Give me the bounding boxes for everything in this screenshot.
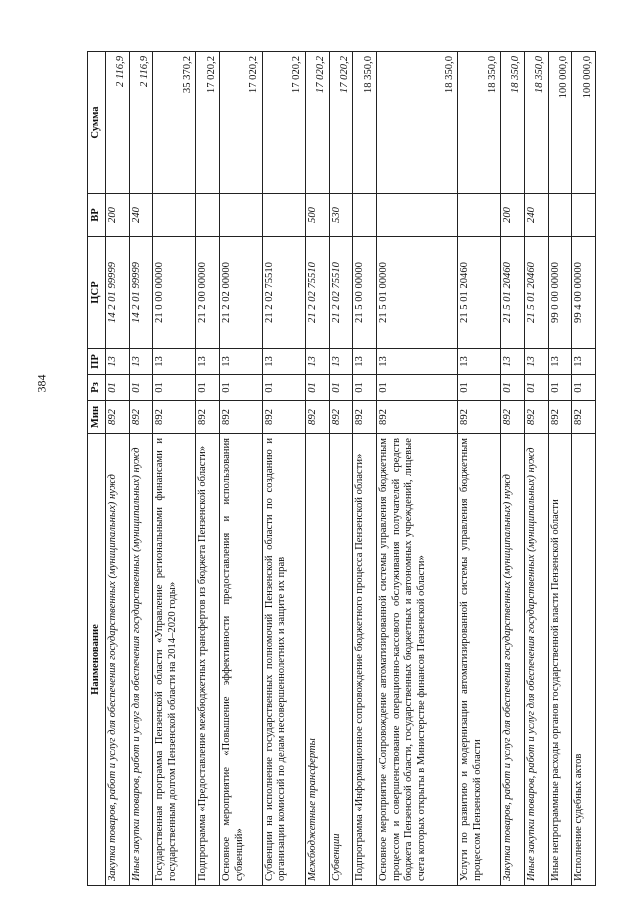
row-min-cell: 892 — [220, 401, 263, 434]
row-pr-cell: 13 — [572, 349, 596, 375]
row-csr-cell: 21 5 00 00000 — [353, 237, 377, 349]
row-csr-cell: 99 4 00 00000 — [572, 237, 596, 349]
row-vr-cell: 200 — [106, 194, 130, 237]
row-min-cell: 892 — [196, 401, 220, 434]
header-vr: ВР — [88, 194, 106, 237]
row-name-cell: Исполнение судебных актов — [572, 434, 596, 886]
row-name-cell: Подпрограмма «Информационное сопровождение бюджетного процесса Пензенской области» — [353, 434, 377, 886]
row-name-cell: Иные закупки товаров, работ и услуг для обеспечения государственных (муниципальных) нужд — [524, 434, 548, 886]
row-rz-cell: 01 — [129, 375, 153, 401]
row-min-cell: 892 — [548, 401, 572, 434]
row-sum-cell: 17 020,2 — [220, 52, 263, 194]
row-vr-cell: 530 — [329, 194, 353, 237]
row-rz-cell: 01 — [305, 375, 329, 401]
row-vr-cell — [377, 194, 458, 237]
row-sum-cell: 17 020,2 — [262, 52, 305, 194]
table-row — [524, 52, 548, 886]
row-sum-cell: 18 350,0 — [377, 52, 458, 194]
row-rz-cell: 01 — [501, 375, 525, 401]
row-pr-cell: 13 — [153, 349, 196, 375]
row-sum-cell: 35 370,2 — [153, 52, 196, 194]
row-sum-cell: 2 116,9 — [129, 52, 153, 194]
row-min-cell: 892 — [353, 401, 377, 434]
table-row — [458, 52, 501, 886]
row-sum-cell: 17 020,2 — [196, 52, 220, 194]
row-sum-cell: 18 350,0 — [353, 52, 377, 194]
row-sum-cell: 17 020,2 — [305, 52, 329, 194]
row-name-cell: Услуги по развитию и модернизации автоматизированной системы управления бюджетным процессом Пензенской области — [458, 434, 501, 886]
header-rz: Рз — [88, 375, 106, 401]
row-csr-cell: 14 2 01 99999 — [106, 237, 130, 349]
table-body — [106, 52, 596, 886]
row-min-cell: 892 — [106, 401, 130, 434]
row-rz-cell: 01 — [458, 375, 501, 401]
row-csr-cell: 21 2 02 75510 — [305, 237, 329, 349]
header-pr: ПР — [88, 349, 106, 375]
row-min-cell: 892 — [458, 401, 501, 434]
row-pr-cell: 13 — [262, 349, 305, 375]
row-vr-cell — [572, 194, 596, 237]
row-rz-cell: 01 — [196, 375, 220, 401]
row-csr-cell: 21 5 01 20460 — [458, 237, 501, 349]
table-row — [548, 52, 572, 886]
row-min-cell: 892 — [572, 401, 596, 434]
row-min-cell: 892 — [153, 401, 196, 434]
row-pr-cell: 13 — [458, 349, 501, 375]
row-pr-cell: 13 — [106, 349, 130, 375]
table-row — [220, 52, 263, 886]
row-min-cell: 892 — [329, 401, 353, 434]
row-min-cell: 892 — [262, 401, 305, 434]
row-csr-cell: 21 2 02 75510 — [329, 237, 353, 349]
row-rz-cell: 01 — [106, 375, 130, 401]
row-pr-cell: 13 — [524, 349, 548, 375]
row-vr-cell — [458, 194, 501, 237]
row-rz-cell: 01 — [329, 375, 353, 401]
table-row — [129, 52, 153, 886]
row-sum-cell: 18 350,0 — [458, 52, 501, 194]
row-rz-cell: 01 — [548, 375, 572, 401]
row-pr-cell: 13 — [377, 349, 458, 375]
row-name-cell: Иные непрограммные расходы органов государственной власти Пензенской области — [548, 434, 572, 886]
row-sum-cell: 18 350,0 — [501, 52, 525, 194]
table-row — [501, 52, 525, 886]
header-csr: ЦСР — [88, 237, 106, 349]
row-rz-cell: 01 — [572, 375, 596, 401]
budget-table — [87, 51, 596, 886]
row-min-cell: 892 — [129, 401, 153, 434]
rotated-page-content — [87, 52, 596, 886]
row-pr-cell: 13 — [220, 349, 263, 375]
row-csr-cell: 14 2 01 99999 — [129, 237, 153, 349]
row-sum-cell: 17 020,2 — [329, 52, 353, 194]
row-name-cell: Закупка товаров, работ и услуг для обеспечения государственных (муниципальных) нужд — [106, 434, 130, 886]
page-number: 384 — [34, 374, 49, 393]
header-min: Мин — [88, 401, 106, 434]
row-name-cell: Субвенции — [329, 434, 353, 886]
table-row — [377, 52, 458, 886]
row-csr-cell: 21 5 01 20460 — [501, 237, 525, 349]
row-csr-cell: 21 2 02 00000 — [220, 237, 263, 349]
row-vr-cell: 240 — [129, 194, 153, 237]
row-vr-cell: 200 — [501, 194, 525, 237]
row-csr-cell: 21 5 01 20460 — [524, 237, 548, 349]
table-row — [329, 52, 353, 886]
row-min-cell: 892 — [305, 401, 329, 434]
row-sum-cell: 100 000,0 — [548, 52, 572, 194]
header-name: Наименование — [88, 434, 106, 886]
row-sum-cell: 2 116,9 — [106, 52, 130, 194]
row-name-cell: Основное мероприятие «Повышение эффективности предоставления и использования субвенций» — [220, 434, 263, 886]
row-csr-cell: 21 2 00 00000 — [196, 237, 220, 349]
row-name-cell: Подпрограмма «Предоставление межбюджетных трансфертов из бюджета Пензенской области» — [196, 434, 220, 886]
row-vr-cell — [220, 194, 263, 237]
row-sum-cell: 100 000,0 — [572, 52, 596, 194]
row-min-cell: 892 — [501, 401, 525, 434]
row-csr-cell: 21 2 02 75510 — [262, 237, 305, 349]
table-row — [196, 52, 220, 886]
row-vr-cell: 240 — [524, 194, 548, 237]
table-header-row — [88, 52, 106, 886]
row-vr-cell — [196, 194, 220, 237]
table-row — [262, 52, 305, 886]
table-row — [106, 52, 130, 886]
table-row — [353, 52, 377, 886]
row-pr-cell: 13 — [501, 349, 525, 375]
table-row — [153, 52, 196, 886]
table-row — [305, 52, 329, 886]
row-vr-cell — [262, 194, 305, 237]
row-rz-cell: 01 — [262, 375, 305, 401]
row-csr-cell: 21 0 00 00000 — [153, 237, 196, 349]
row-pr-cell: 13 — [196, 349, 220, 375]
row-pr-cell: 13 — [129, 349, 153, 375]
row-min-cell: 892 — [377, 401, 458, 434]
row-name-cell: Межбюджетные трансферты — [305, 434, 329, 886]
row-vr-cell — [153, 194, 196, 237]
row-csr-cell: 99 0 00 00000 — [548, 237, 572, 349]
row-csr-cell: 21 5 01 00000 — [377, 237, 458, 349]
table-row — [572, 52, 596, 886]
row-name-cell: Государственная программа Пензенской области «Управление региональными финансами и государственным долгом Пензенской области на 2014–2020 годы» — [153, 434, 196, 886]
row-vr-cell — [548, 194, 572, 237]
row-rz-cell: 01 — [377, 375, 458, 401]
row-name-cell: Иные закупки товаров, работ и услуг для обеспечения государственных (муниципальных) нужд — [129, 434, 153, 886]
row-min-cell: 892 — [524, 401, 548, 434]
header-sum: Сумма — [88, 52, 106, 194]
row-name-cell: Закупка товаров, работ и услуг для обеспечения государственных (муниципальных) нужд — [501, 434, 525, 886]
row-pr-cell: 13 — [329, 349, 353, 375]
row-sum-cell: 18 350,0 — [524, 52, 548, 194]
row-name-cell: Основное мероприятие «Сопровождение автоматизированной системы управления бюджетным процессом и совершенствование операционно-кассового обслуживания получателей средств бюджета Пензенской области, государственных бюджетных и автономных учреждений, лицевые счета которых открыты в Министерстве финансов Пензенской области» — [377, 434, 458, 886]
row-vr-cell: 500 — [305, 194, 329, 237]
row-pr-cell: 13 — [353, 349, 377, 375]
row-vr-cell — [353, 194, 377, 237]
row-rz-cell: 01 — [353, 375, 377, 401]
row-rz-cell: 01 — [220, 375, 263, 401]
row-pr-cell: 13 — [305, 349, 329, 375]
rotated-table-container — [87, 52, 596, 886]
row-pr-cell: 13 — [548, 349, 572, 375]
row-name-cell: Субвенции на исполнение государственных полномочий Пензенской области по созданию и организации комиссий по делам несовершеннолетних и защите их прав — [262, 434, 305, 886]
row-rz-cell: 01 — [524, 375, 548, 401]
row-rz-cell: 01 — [153, 375, 196, 401]
